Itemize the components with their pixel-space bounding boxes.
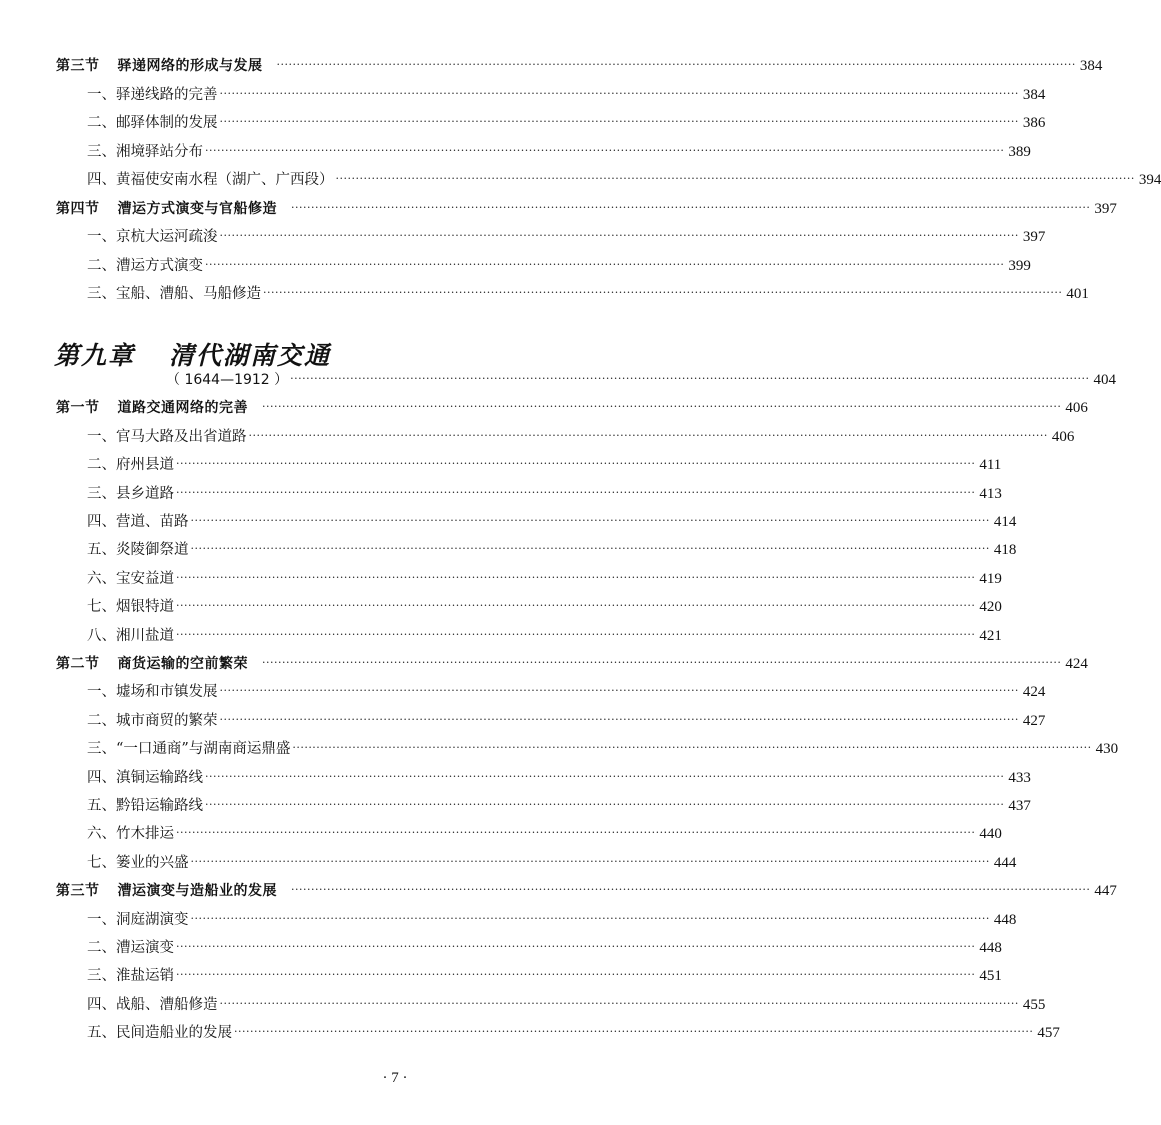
dot-leader: ········································································································································································································: [190, 911, 990, 925]
toc-page-number: 424: [1022, 684, 1046, 701]
toc-entry-title: （ 1644—1912 ）: [166, 372, 289, 388]
toc-page-number: 424: [1065, 656, 1088, 672]
toc-entry-title: 二、漕运方式演变: [87, 257, 203, 274]
dot-leader: ········································································································································································································: [176, 485, 976, 499]
toc-section-row[interactable]: [56, 652, 1088, 674]
toc-page-number: 430: [1095, 741, 1119, 758]
toc-item-row[interactable]: [56, 964, 1002, 986]
toc-entry-title: 二、府州县道: [87, 457, 174, 474]
toc-entry-title: 一、墟场和市镇发展: [87, 684, 218, 701]
toc-page-number: 384: [1079, 58, 1103, 74]
toc-page-number: 404: [1093, 372, 1116, 388]
toc-item-row[interactable]: [56, 425, 1075, 447]
section-title: 漕运方式演变与官船修造: [117, 200, 277, 217]
toc-entry-title: 四、战船、漕船修造: [87, 996, 218, 1013]
toc-item-row[interactable]: [56, 567, 1002, 589]
toc-page-number: 448: [979, 940, 1002, 956]
toc-entry-title: 四、黄福使安南水程（湖广、广西段）: [87, 172, 334, 188]
toc-page-number: 447: [1094, 883, 1117, 900]
dot-leader: ········································································································································································································: [205, 798, 1005, 811]
toc-chapter-years-row[interactable]: [56, 368, 1116, 390]
section-title: 商货运输的空前繁荣: [117, 656, 248, 672]
dot-leader: ········································································································································································································: [205, 769, 1005, 783]
toc-page-number: 455: [1022, 996, 1046, 1013]
toc-item-row[interactable]: [56, 794, 1031, 816]
dot-leader: ········································································································································································································: [176, 570, 976, 584]
toc-entry-title: 三、淮盐运销: [87, 968, 174, 985]
toc-item-row[interactable]: [56, 282, 1089, 304]
toc-entry-title: 五、炎陵御祭道: [87, 542, 189, 559]
section-title: 道路交通网络的完善: [117, 400, 248, 417]
toc-item-row[interactable]: [56, 822, 1002, 844]
toc-entry-title: 八、湘川盐道: [87, 627, 174, 644]
toc-page-number: 386: [1022, 115, 1046, 131]
dot-leader: ········································································································································································································: [219, 86, 1019, 100]
toc-section-row[interactable]: [56, 54, 1103, 76]
toc-page-number: 437: [1008, 798, 1031, 814]
toc-page-number: 389: [1008, 143, 1031, 160]
dot-leader: ········································································································································································································: [205, 143, 1005, 157]
dot-leader: ········································································································································································································: [176, 457, 976, 471]
section-number: 第三节: [56, 883, 100, 900]
toc-item-row[interactable]: [56, 709, 1046, 731]
toc-entry-title: 四、营道、苗路: [87, 514, 189, 530]
toc-entry-title: 一、官马大路及出省道路: [87, 428, 247, 445]
toc-entry-title: 六、竹木排运: [87, 826, 174, 843]
toc-page-number: 414: [993, 514, 1017, 530]
toc-entry-title: 二、漕运演变: [87, 940, 174, 956]
toc-entry-title: 一、京杭大运河疏浚: [87, 229, 218, 245]
toc-entry-title: 七、篓业的兴盛: [87, 854, 189, 871]
toc-entry-title: 二、邮驿体制的发展: [87, 115, 218, 131]
toc-section-row[interactable]: [56, 879, 1117, 901]
toc-item-row[interactable]: [56, 851, 1017, 873]
dot-leader: ········································································································································································································: [205, 257, 1005, 271]
dot-leader: ········································································································································································································: [276, 58, 1076, 71]
dot-leader: ········································································································································································································: [219, 115, 1019, 128]
chapter-title: 清代湖南交通: [169, 341, 332, 370]
toc-page-number: 399: [1008, 257, 1031, 274]
toc-page-number: 433: [1008, 769, 1031, 786]
dot-leader: ········································································································································································································: [176, 968, 976, 982]
toc-page-number: 427: [1022, 712, 1046, 729]
section-number: 第三节: [56, 58, 100, 74]
toc-entry-title: 一、驿递线路的完善: [87, 86, 218, 103]
toc-page-number: 406: [1065, 400, 1088, 417]
toc-item-row[interactable]: [56, 482, 1002, 504]
toc-page-number: 444: [993, 854, 1017, 871]
dot-leader: ········································································································································································································: [176, 627, 976, 641]
toc-entry-title: 一、洞庭湖演变: [87, 911, 189, 928]
toc-section-row[interactable]: [56, 197, 1117, 219]
toc-entry-title: [56, 398, 248, 418]
toc-page-number: 419: [979, 570, 1002, 587]
dot-leader: ········································································································································································································: [219, 712, 1019, 726]
toc-entry-title: [56, 199, 277, 219]
dot-leader: ········································································································································································································: [248, 428, 1048, 442]
dot-leader: ········································································································································································································: [262, 400, 1062, 414]
toc-item-row[interactable]: [56, 766, 1031, 788]
toc-item-row[interactable]: [56, 595, 1002, 617]
toc-entry-title: 三、县乡道路: [87, 485, 174, 502]
toc-item-row[interactable]: [56, 680, 1046, 702]
toc-item-row[interactable]: [56, 510, 1017, 532]
section-number: 第四节: [56, 200, 100, 217]
toc-entry-title: 三、宝船、漕船、马船修造: [87, 286, 261, 302]
dot-leader: ········································································································································································································: [176, 599, 976, 613]
toc-item-row[interactable]: [56, 737, 1119, 759]
toc-entry-title: 三、湘境驿站分布: [87, 143, 203, 160]
toc-page-number: 448: [993, 911, 1017, 928]
toc-item-row[interactable]: [56, 453, 1002, 475]
toc-item-row[interactable]: [56, 254, 1031, 276]
toc-page-number: 420: [979, 599, 1002, 616]
dot-leader: ········································································································································································································: [219, 229, 1019, 242]
toc-item-row[interactable]: [56, 83, 1046, 105]
dot-leader: ········································································································································································································: [219, 996, 1019, 1010]
toc-item-row[interactable]: [56, 1021, 1060, 1043]
dot-leader: ········································································································································································································: [262, 656, 1062, 669]
toc-page-number: 406: [1051, 428, 1075, 445]
dot-leader: ········································································································································································································: [234, 1025, 1034, 1039]
toc-page-number: 397: [1094, 200, 1117, 217]
toc-page-number: 440: [979, 826, 1002, 843]
toc-entry-title: 七、烟银特道: [87, 599, 174, 616]
section-number: 第二节: [56, 656, 100, 672]
toc-entry-title: [56, 56, 263, 76]
section-number: 第一节: [56, 400, 100, 417]
toc-item-row[interactable]: [56, 111, 1046, 133]
chapter-number: 第九章: [54, 341, 136, 370]
toc-page-number: 397: [1022, 229, 1046, 245]
toc-entry-title: 二、城市商贸的繁荣: [87, 712, 218, 729]
dot-leader: ········································································································································································································: [290, 372, 1090, 385]
dot-leader: ········································································································································································································: [291, 200, 1091, 214]
dot-leader: ········································································································································································································: [176, 826, 976, 840]
toc-page-number: 401: [1066, 286, 1089, 302]
toc-page-number: 384: [1022, 86, 1046, 103]
toc-entry-title: 六、宝安益道: [87, 570, 174, 587]
dot-leader: ········································································································································································································: [176, 940, 976, 953]
toc-entry-title: [56, 881, 277, 901]
dot-leader: ········································································································································································································: [292, 741, 1092, 755]
toc-entry-title: 三、“一口通商”与湖南商运鼎盛: [87, 741, 291, 758]
toc-page-number: 418: [993, 542, 1017, 559]
toc-page-number: 421: [979, 627, 1002, 644]
toc-entry-title: 五、民间造船业的发展: [87, 1025, 232, 1042]
toc-item-row[interactable]: [56, 225, 1046, 247]
section-title: 驿递网络的形成与发展: [117, 58, 263, 74]
dot-leader: ········································································································································································································: [190, 854, 990, 868]
section-title: 漕运演变与造船业的发展: [117, 883, 277, 900]
toc-page-number: 451: [979, 968, 1002, 985]
dot-leader: ········································································································································································································: [219, 684, 1019, 698]
dot-leader: ········································································································································································································: [190, 542, 990, 556]
toc-page-number: 411: [979, 457, 1002, 474]
toc-entry-title: 五、黔铅运输路线: [87, 798, 203, 814]
toc-item-row[interactable]: [56, 993, 1046, 1015]
toc-item-row[interactable]: [56, 908, 1017, 930]
toc-page-number: 457: [1037, 1025, 1060, 1042]
page-number: · 7 ·: [382, 1070, 408, 1086]
toc-item-row[interactable]: [56, 168, 1161, 190]
toc-item-row[interactable]: [56, 140, 1031, 162]
toc-item-row[interactable]: [56, 936, 1002, 958]
toc-page-number: 413: [979, 485, 1002, 502]
toc-page-number: 394: [1138, 172, 1161, 188]
toc-item-row[interactable]: [56, 624, 1002, 646]
dot-leader: ········································································································································································································: [190, 514, 990, 527]
toc-entry-title: 四、滇铜运输路线: [87, 769, 203, 786]
toc-entry-title: [56, 654, 248, 674]
dot-leader: ········································································································································································································: [263, 286, 1063, 299]
toc-item-row[interactable]: [56, 538, 1017, 560]
dot-leader: ········································································································································································································: [291, 883, 1091, 897]
dot-leader: ········································································································································································································: [335, 172, 1135, 185]
toc-section-row[interactable]: [56, 396, 1088, 418]
